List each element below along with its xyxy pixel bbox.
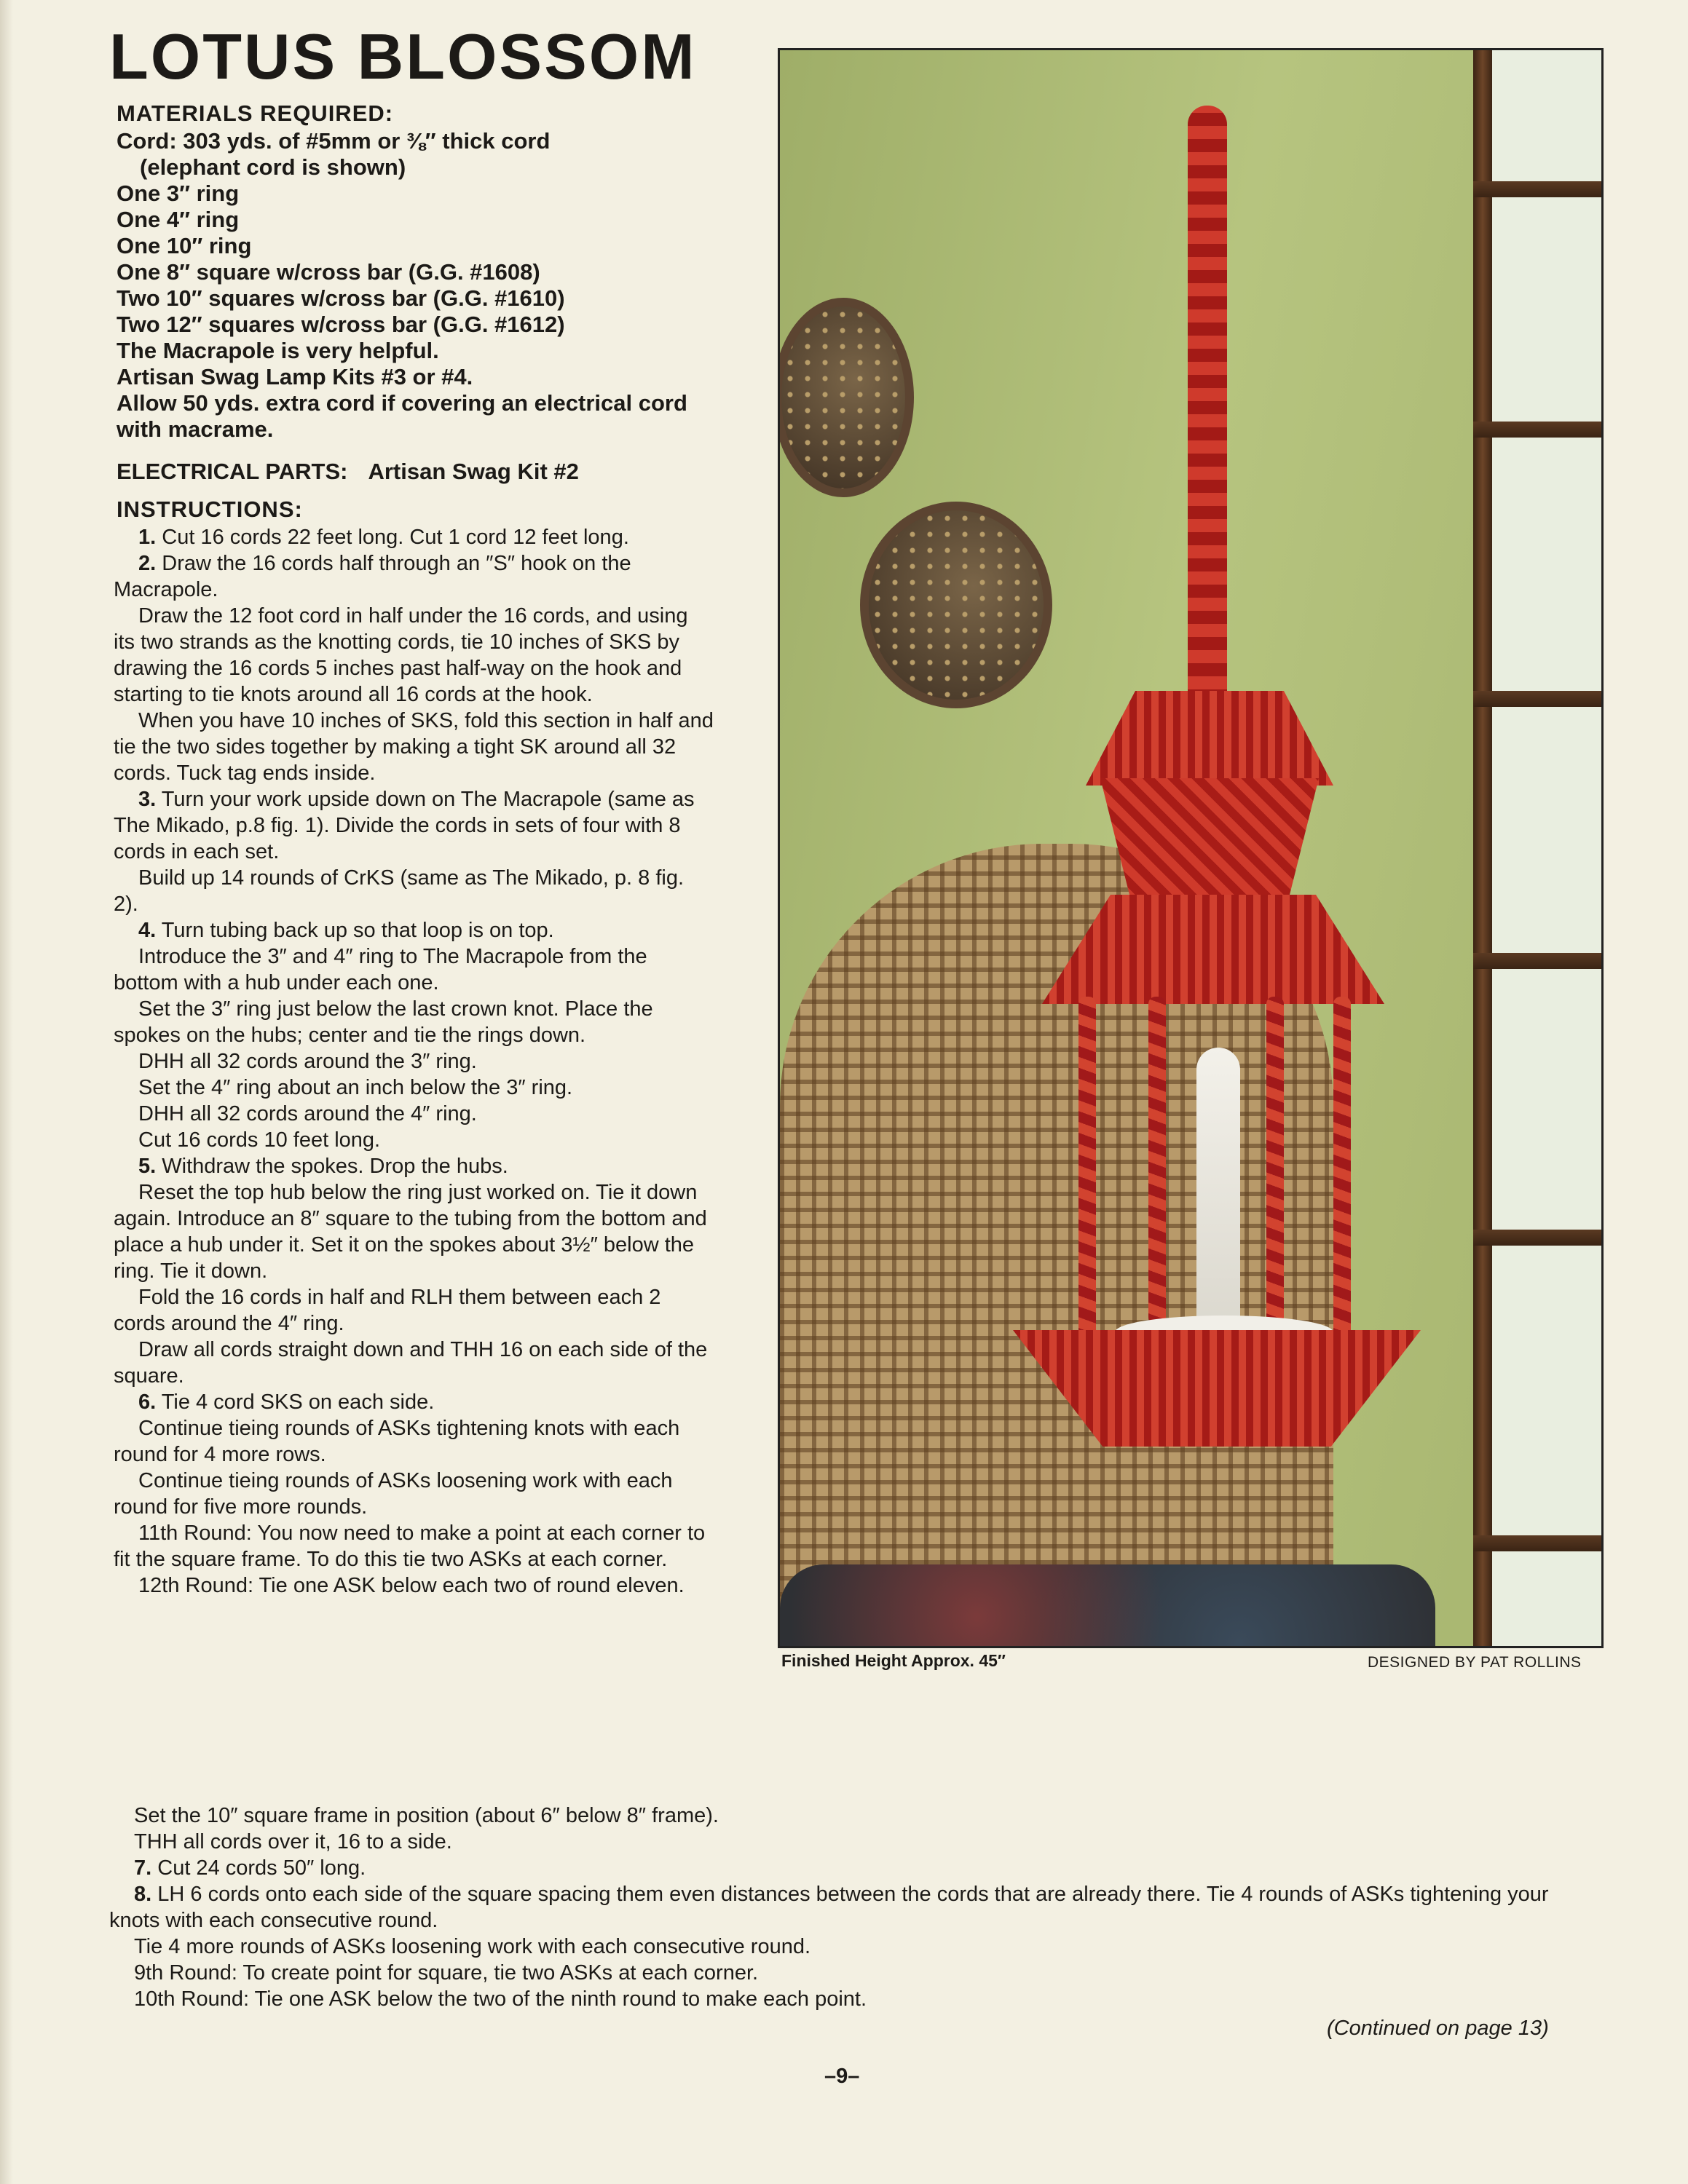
materials-heading: MATERIALS REQUIRED: (117, 100, 394, 126)
instruction-text: Turn your work upside down on The Macrapole (same as The Mikado, p.8 fig. 1). Divide the cords in sets of four with 8 cords in each set. (114, 788, 695, 863)
step-number: 7. (134, 1856, 152, 1880)
material-item: Cord: 303 yds. of #5mm or ⅜″ thick cord (117, 128, 551, 154)
instruction-paragraph (114, 1284, 714, 1337)
instruction-paragraph (114, 943, 714, 996)
instruction-paragraph (114, 786, 714, 865)
instruction-paragraph (114, 1520, 714, 1572)
porcelain-figurine (1196, 1048, 1240, 1353)
instruction-paragraph (114, 917, 714, 943)
photo-window-bar (1473, 422, 1601, 438)
instruction-paragraph (114, 1468, 714, 1520)
wall-plate (860, 502, 1052, 708)
instruction-paragraph (114, 1389, 714, 1415)
instruction-text: Draw the 16 cords half through an ″S″ hook on the Macrapole. (114, 552, 631, 601)
material-item: One 8″ square w/cross bar (G.G. #1608) (117, 259, 540, 285)
step-number: 2. (138, 552, 157, 575)
instruction-paragraph (109, 1881, 1602, 1934)
instruction-text: Tie 4 more rounds of ASKs loosening work with each consecutive round. (134, 1935, 811, 1958)
instruction-paragraph (114, 1415, 714, 1468)
instruction-paragraph (114, 603, 714, 708)
instruction-paragraph (114, 1337, 714, 1389)
instruction-text: DHH all 32 cords around the 4″ ring. (138, 1102, 477, 1125)
instruction-text: Continue tieing rounds of ASKs tightening knots with each round for 4 more rows. (114, 1417, 680, 1466)
photo-window-post (1473, 50, 1492, 1646)
lamp-upper-tier (1100, 778, 1319, 909)
material-item: One 4″ ring (117, 207, 240, 232)
instruction-text: Cut 16 cords 10 feet long. (138, 1128, 381, 1152)
instruction-paragraph (114, 1048, 714, 1075)
instruction-text: Withdraw the spokes. Drop the hubs. (162, 1155, 508, 1178)
instruction-text: Build up 14 rounds of CrKS (same as The Mikado, p. 8 fig. 2). (114, 866, 685, 916)
instruction-text: Continue tieing rounds of ASKs loosening work with each round for five more rounds. (114, 1469, 673, 1519)
left-column (109, 20, 714, 1599)
photo-window-bar (1473, 1230, 1601, 1246)
material-item: The Macrapole is very helpful. (117, 338, 439, 363)
instruction-text: 11th Round: You now need to make a point at each corner to fit the square frame. To do this tie two ASKs at each corner. (114, 1522, 706, 1571)
instruction-text: DHH all 32 cords around the 3″ ring. (138, 1050, 477, 1073)
bottom-instructions (109, 1803, 1602, 2012)
pillow (780, 1564, 1435, 1648)
instruction-text: Tie 4 cord SKS on each side. (161, 1390, 435, 1414)
photo-window (1473, 50, 1601, 1646)
material-item: One 10″ ring (117, 233, 252, 258)
wall-plate (778, 298, 914, 497)
photo-window-bar (1473, 953, 1601, 969)
instruction-text: When you have 10 inches of SKS, fold this section in half and tie the two sides together by making a tight SK around all 32 cords. Tuck tag ends inside. (114, 709, 714, 785)
instructions-heading: INSTRUCTIONS: (117, 496, 303, 522)
lamp-pillar (1148, 997, 1166, 1324)
photo-caption: Finished Height Approx. 45″ (781, 1651, 1006, 1670)
instruction-paragraph (114, 1101, 714, 1127)
instruction-text: 9th Round: To create point for square, tie two ASKs at each corner. (134, 1961, 759, 1985)
instruction-paragraph (114, 1153, 714, 1179)
materials-list (117, 128, 714, 443)
instruction-text: Set the 3″ ring just below the last crown knot. Place the spokes on the hubs; center and tie the rings down. (114, 997, 653, 1047)
instruction-text: Cut 24 cords 50″ long. (157, 1856, 366, 1880)
electrical-parts (117, 459, 714, 485)
instruction-paragraph (114, 1179, 714, 1284)
instruction-paragraph (114, 996, 714, 1048)
instruction-text: LH 6 cords onto each side of the square spacing them even distances between the cords that are already there. Tie 4 rounds of ASKs tightening your knots with each consecutive round. (109, 1883, 1549, 1932)
page-title: LOTUS BLOSSOM (109, 20, 697, 92)
instruction-paragraph (114, 865, 714, 917)
instruction-text: THH all cords over it, 16 to a side. (134, 1830, 452, 1853)
photo-window-bar (1473, 691, 1601, 707)
instruction-text: Cut 16 cords 22 feet long. Cut 1 cord 12 feet long. (162, 526, 629, 549)
instruction-paragraph (114, 1572, 714, 1599)
instruction-text: Fold the 16 cords in half and RLH them between each 2 cords around the 4″ ring. (114, 1286, 661, 1335)
page-edge (0, 0, 13, 2184)
lamp-pillar (1266, 997, 1284, 1324)
material-item: Two 10″ squares w/cross bar (G.G. #1610) (117, 285, 565, 311)
lamp-pillar (1078, 997, 1096, 1339)
step-number: 1. (138, 526, 157, 549)
instructions-list (114, 524, 714, 1599)
instruction-text: Introduce the 3″ and 4″ ring to The Macrapole from the bottom with a hub under each one. (114, 945, 647, 994)
step-number: 6. (138, 1390, 157, 1414)
instruction-paragraph (114, 550, 714, 603)
page-number: –9– (824, 2065, 860, 2088)
step-number: 5. (138, 1155, 157, 1178)
instruction-paragraph (109, 1855, 1602, 1881)
photo-window-bar (1473, 1535, 1601, 1551)
lamp-photo (778, 48, 1604, 1648)
instruction-text: Reset the top hub below the ring just worked on. Tie it down again. Introduce an 8″ square to the tubing from the bottom and place a hub under it. Set it on the spokes about 3½″ below the ring. Tie it down. (114, 1181, 707, 1283)
instruction-paragraph (114, 1075, 714, 1101)
instruction-paragraph (109, 1803, 1602, 1829)
electrical-value: Artisan Swag Kit #2 (368, 459, 579, 484)
instruction-paragraph (109, 1934, 1602, 1960)
instruction-text: Draw the 12 foot cord in half under the 16 cords, and using its two strands as the knotting cords, tie 10 inches of SKS by drawing the 16 cords 5 inches past half-way on the hook and starting to tie knots around all 16 cords at the hook. (114, 604, 688, 706)
photo-window-bar (1473, 181, 1601, 197)
lamp-pillar (1333, 997, 1351, 1339)
material-item: (elephant cord is shown) (140, 154, 406, 180)
material-item: One 3″ ring (117, 181, 240, 206)
instruction-paragraph (114, 524, 714, 550)
electrical-label: ELECTRICAL PARTS: (117, 459, 348, 484)
step-number: 3. (138, 788, 157, 811)
material-item: Two 12″ squares w/cross bar (G.G. #1612) (117, 312, 565, 337)
designer-credit: DESIGNED BY PAT ROLLINS (1368, 1654, 1582, 1671)
instruction-text: 12th Round: Tie one ASK below each two of round eleven. (138, 1574, 685, 1597)
step-number: 4. (138, 919, 157, 942)
instruction-paragraph (109, 1986, 1602, 2012)
instruction-paragraph (114, 1127, 714, 1153)
continued-note: (Continued on page 13) (1327, 2017, 1549, 2040)
lamp-spire (1188, 106, 1227, 703)
step-number: 8. (134, 1883, 152, 1906)
instruction-paragraph (114, 708, 714, 786)
instruction-text: 10th Round: Tie one ASK below the two of the ninth round to make each point. (134, 1987, 867, 2011)
instruction-paragraph (109, 1960, 1602, 1986)
instruction-text: Turn tubing back up so that loop is on top. (161, 919, 554, 942)
instruction-text: Set the 10″ square frame in position (about 6″ below 8″ frame). (134, 1804, 719, 1827)
instruction-text: Draw all cords straight down and THH 16 on each side of the square. (114, 1338, 708, 1388)
material-item: Allow 50 yds. extra cord if covering an electrical cord with macrame. (117, 390, 687, 442)
material-item: Artisan Swag Lamp Kits #3 or #4. (117, 364, 473, 389)
instruction-text: Set the 4″ ring about an inch below the 3″ ring. (138, 1076, 573, 1099)
instruction-paragraph (109, 1829, 1602, 1855)
